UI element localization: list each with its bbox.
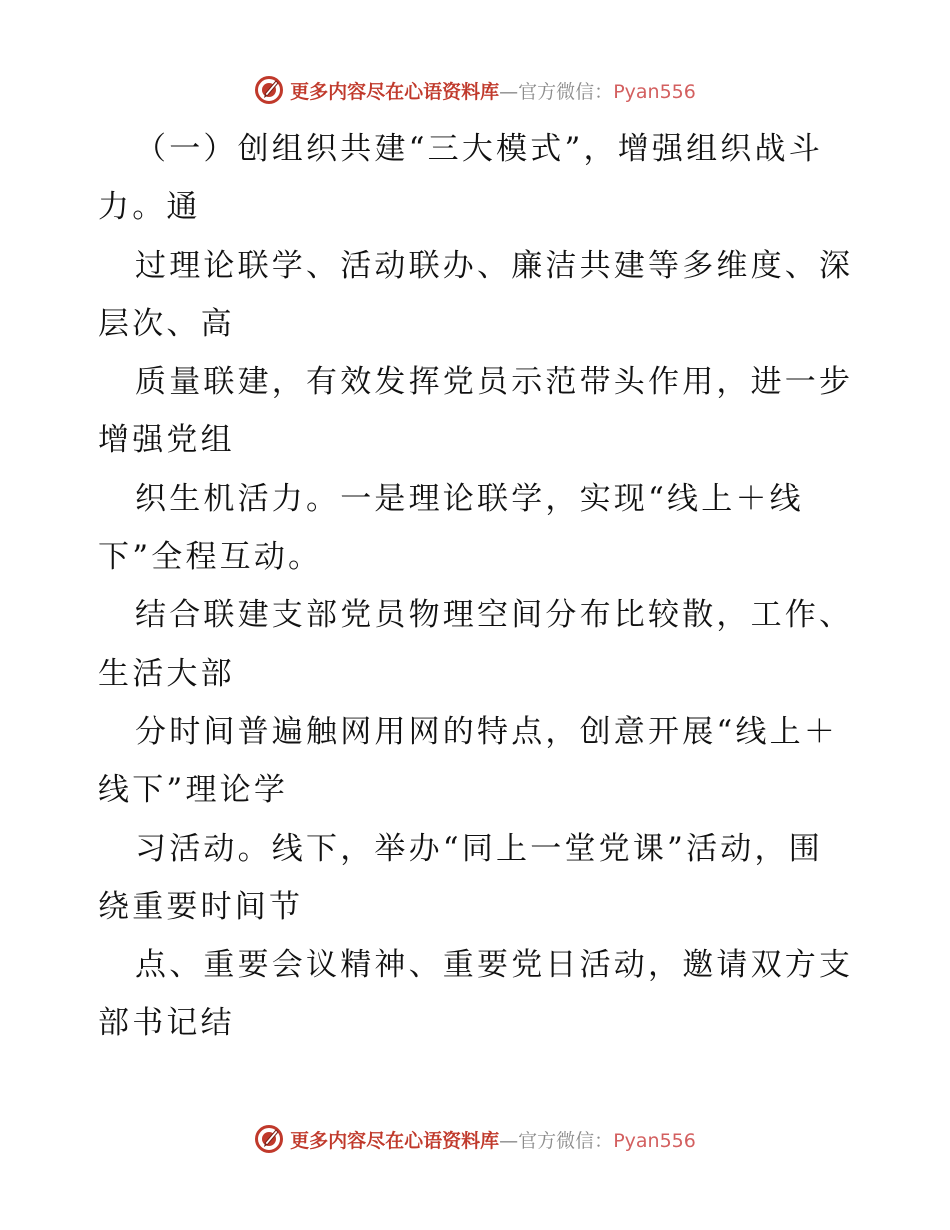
text-line: 过理论联学、活动联办、廉洁共建等多维度、深 <box>135 247 854 284</box>
red-circle-pen-logo-icon <box>254 1124 284 1154</box>
banner-text <box>290 1126 696 1153</box>
text-line: 线下”理论学 <box>98 772 289 809</box>
text-line: 部书记结 <box>98 1005 235 1042</box>
banner-dash: — <box>499 1129 519 1152</box>
text-line: 习活动。线下，举办“同上一堂党课”活动，围 <box>135 830 823 867</box>
text-line: 织生机活力。一是理论联学，实现“线上＋线 <box>135 480 804 517</box>
text-line: 层次、高 <box>98 305 235 342</box>
banner-main-text: 更多内容尽在心语资料库 <box>290 80 500 103</box>
banner-main-text: 更多内容尽在心语资料库 <box>290 1129 500 1152</box>
banner-sub-text: 官方微信： <box>518 80 614 103</box>
text-line: （一）创组织共建“三大模式”，增强组织战斗 <box>135 131 823 167</box>
text-line: 生活大部 <box>98 655 235 692</box>
text-line: 质量联建，有效发挥党员示范带头作用，进一步 <box>135 364 854 401</box>
red-circle-pen-logo-icon <box>254 75 284 105</box>
text-line: 增强党组 <box>98 422 235 459</box>
header-banner <box>0 70 950 110</box>
document-body <box>98 120 858 1053</box>
banner-sub-text: 官方微信： <box>518 1129 614 1152</box>
text-line: 分时间普遍触网用网的特点，创意开展“线上＋ <box>135 713 839 750</box>
text-line: 结合联建支部党员物理空间分布比较散，工作、 <box>135 597 854 634</box>
footer-banner <box>0 1119 950 1159</box>
text-line: 绕重要时间节 <box>98 888 304 925</box>
banner-text <box>290 77 696 104</box>
banner-wechat-id: Pyan556 <box>613 1129 696 1152</box>
text-line: 力。通 <box>98 189 201 226</box>
banner-wechat-id: Pyan556 <box>613 80 696 103</box>
text-line: 点、重要会议精神、重要党日活动，邀请双方支 <box>135 947 854 984</box>
banner-dash: — <box>499 80 519 103</box>
text-line: 下”全程互动。 <box>98 539 323 576</box>
